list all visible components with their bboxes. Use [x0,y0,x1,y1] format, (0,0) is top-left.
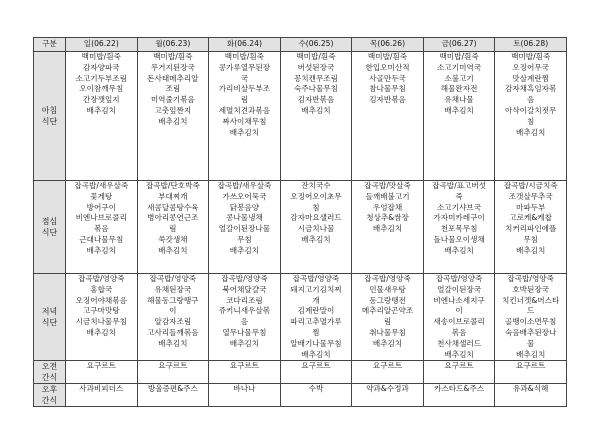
menu-item: 오징어야채볶음 [75,295,127,305]
row-label-line: 간식 [41,396,58,406]
menu-item: 맛살계란찜 [512,73,550,83]
menu-item: 간장깻잎지 [82,95,120,105]
menu-item: 홍합국 [90,284,113,294]
menu-item: 고구마맛탕 [82,306,120,316]
header-corner: 구분 [34,38,66,52]
menu-item: 배추김치 [516,245,546,255]
header-day-mon: 월(06.23) [137,38,209,52]
row-label-line: 오후 [41,385,58,395]
am-snack-cell [423,361,495,384]
menu-item: 잡곡밥/영양죽 [149,274,197,283]
menu-item: 볶음 [93,224,109,234]
row-label-line: 오전 [41,362,58,372]
menu-item: 배추김치 [158,338,188,348]
menu-item: 한입오미산적 [365,62,410,72]
menu-item: 이 [455,306,463,316]
menu-item: 죽 [455,191,463,201]
menu-item: 얼갈이된장나물 [218,224,271,234]
header-day-sat: 토(06.28) [495,38,567,52]
am-snack-cell [137,361,209,384]
menu-item: 잔치국수 [301,181,331,190]
breakfast-cell [66,52,138,181]
menu-item: 배추김치 [229,245,260,255]
menu-item: 소고기두부조림 [75,73,127,83]
menu-item: 잡곡밥/새우살죽 [217,181,272,190]
menu-item: 민물새우탕 [369,284,406,294]
menu-item: 꽃게탕 [90,191,113,201]
menu-item: 들깨배불고기 [365,191,410,201]
menu-item: 조림 [165,84,181,94]
menu-item: 닭봉음양 [229,202,260,212]
menu-item: 동그랑땡전 [369,295,406,305]
menu-item: 코다리조림 [226,295,263,305]
row-label-line: 식단 [41,228,58,237]
menu-item: 파리고추멸가루 [290,317,342,327]
menu-item: 배추김치 [86,105,116,115]
menu-item: 우엉잡채 [372,202,403,212]
menu-item: 가자미카레구이 [433,213,485,223]
menu-item: 백미밥/흰죽 [81,52,121,61]
menu-item: 참나물무침 [369,84,406,94]
menu-item: 비엔나브로콜리 [75,213,127,223]
header-day-fri: 금(06.27) [423,38,495,52]
am-snack-cell [66,361,138,384]
menu-item: 잡곡밥/표고버섯 [432,181,487,190]
menu-item: 꽁치캔무조림 [293,73,338,83]
menu-item: 개 [312,295,320,305]
row-label-line: 간식 [41,373,58,383]
menu-item: 숙주나물무침 [293,84,338,94]
menu-item: 백미밥/흰죽 [511,52,551,61]
header-day-sun: 일(06.22) [66,38,138,52]
menu-item: 배추김치 [444,245,474,255]
dinner-label [34,274,66,361]
breakfast-cell [352,52,424,181]
pm-snack-cell [66,384,138,407]
menu-item: 요구르트 [229,361,260,371]
row-label-line: 아침 [41,106,58,115]
menu-item: 부대찌개 [158,191,188,201]
menu-item: 바나나 [233,384,256,394]
menu-item: 취나물무침 [369,327,406,337]
dinner-cell [495,274,567,361]
menu-item: 배추김치 [444,105,474,115]
menu-item: 배추김치 [301,105,331,115]
menu-item: 수박 [308,384,324,394]
menu-item: 짜사이채무침 [222,116,267,126]
pm-snack-cell [495,384,567,407]
menu-item: 근대나물무침 [79,234,124,244]
menu-item: 사과비피더스 [79,384,124,394]
menu-item: 잡곡밥/단호박죽 [145,181,200,190]
menu-item: 잡곡밥/영양죽 [364,274,411,283]
menu-item: 백미밥/흰죽 [439,52,479,61]
menu-item: 방울증편&주스 [147,384,198,394]
menu-item: 유채나물 [444,95,474,105]
menu-item: 돈사태메추리알 [147,73,199,83]
menu-item: 청상추&쌈장 [366,213,409,223]
menu-item: 오징어오이초무 [290,191,342,201]
row-label-line: 식단 [41,318,58,328]
menu-item: 시금치나물 [297,224,335,234]
menu-item: 배추김치 [158,245,188,255]
menu-item: 요구르트 [301,361,331,371]
pm-snack-cell [209,384,281,407]
menu-item: 쥬키니새우살볶 [218,306,271,316]
menu-item: 림 [240,95,249,105]
breakfast-label [34,52,66,181]
menu-item: 배추김치 [516,349,546,359]
menu-item: 국 [240,73,249,83]
menu-item: 백미밥/흰죽 [296,52,336,61]
menu-item: 가쓰오어묵국 [222,191,267,201]
menu-item: 돌나물오이생채 [433,234,485,244]
menu-item: 김계란말이 [297,306,335,316]
am-snack-cell [495,361,567,384]
menu-item: 배추김치 [516,127,546,137]
menu-item: 오이참깨무침 [79,84,124,94]
header-day-tue: 화(06.24) [209,38,281,52]
menu-item: 침 [312,202,320,212]
am-snack-label [34,361,66,384]
dinner-row [34,274,567,361]
menu-item: 조갯살무추국 [508,191,553,201]
menu-item: 유채된장국 [154,284,192,294]
lunch-cell [66,181,138,274]
menu-item: 감자마요샐러드 [290,213,342,223]
dinner-cell [66,274,138,361]
pm-snack-label [34,384,66,407]
menu-item: 세멸치견과볶음 [218,105,271,115]
menu-body [34,52,567,407]
menu-item: 콩가루열무된장 [218,62,271,72]
weekly-meal-table [33,37,567,407]
menu-item: 이 [169,306,177,316]
menu-item: 알배기나물무침 [290,338,342,348]
menu-item: 숙음배추된장나 [505,327,557,337]
menu-item: 림 [169,224,177,234]
menu-item: 배추김치 [301,234,331,244]
menu-item: 가리비살두부조 [218,84,271,94]
menu-item: 해물완자전 [440,84,478,94]
menu-item: 마파두부 [516,202,546,212]
menu-item: 무침 [523,234,539,244]
menu-item: 잡곡밥/맛살죽 [364,181,411,190]
menu-item: 음 [240,317,249,327]
menu-item: 아삭이갈치젓무 [505,105,557,115]
header-row [34,38,567,52]
menu-item: 치킨너겟&머스타 [502,295,560,305]
menu-item: 잡곡밥/시금치죽 [503,181,558,190]
menu-item: 침 [527,116,535,126]
menu-item: 유과&식혜 [513,384,549,394]
menu-item: 볶음 [451,327,467,337]
menu-item: 요구르트 [158,361,188,371]
am-snack-row [34,361,567,384]
menu-item: 약과&수정과 [366,384,409,394]
pm-snack-cell [137,384,209,407]
header-day-thu: 목(06.26) [352,38,424,52]
dinner-cell [423,274,495,361]
menu-item: 잡곡밥/새우살죽 [74,181,129,190]
menu-item: 골뱅이소면무침 [505,317,557,327]
am-snack-cell [209,361,281,384]
lunch-cell [209,181,281,274]
menu-item: 병아리콩연근조 [147,213,199,223]
menu-item: 메추리알곤약조 [361,306,414,316]
menu-item: 물 [527,338,535,348]
menu-item: 소고기미역국 [437,62,482,72]
menu-item: 배추김치 [372,224,403,234]
menu-item: 백미밥/흰죽 [367,52,408,61]
menu-item: 해물동그랑땡구 [147,295,199,305]
menu-item: 천포목무침 [440,224,478,234]
menu-item: 배추김치 [229,127,260,137]
menu-item: 쑥갓생채 [158,234,188,244]
dinner-cell [209,274,281,361]
menu-item: 잡곡밥/영양죽 [77,274,125,283]
menu-item: 호박된장국 [512,284,550,294]
menu-item: 고춧잎짠지 [154,105,192,115]
menu-item: 찜 [312,327,320,337]
pm-snack-cell [280,384,352,407]
menu-item: 사골만두국 [369,73,406,83]
lunch-row [34,181,567,274]
menu-item: 배추김치 [444,349,474,359]
am-snack-cell [280,361,352,384]
menu-item: 백미밥/흰죽 [153,52,193,61]
menu-item: 배추김치 [229,338,260,348]
header-day-wed: 수(06.25) [280,38,352,52]
menu-item: 배추김치 [158,116,188,126]
breakfast-cell [495,52,567,181]
row-label-line: 식단 [41,117,58,126]
menu-item: 치커리파인애플 [505,224,557,234]
lunch-cell [280,181,352,274]
menu-item: 무침 [237,234,252,244]
lunch-label [34,181,66,274]
lunch-cell [495,181,567,274]
row-label-line: 저녁 [41,307,58,317]
menu-item: 얼갈이된장국 [437,284,482,294]
menu-item: 백미밥/흰죽 [224,52,265,61]
pm-snack-cell [352,384,424,407]
menu-item: 소불고기 [444,73,474,83]
breakfast-row [34,52,567,181]
menu-item: 무거지된장국 [150,62,195,72]
menu-item: 요구르트 [444,361,474,371]
menu-item: 잡곡밥/영양죽 [435,274,483,283]
pm-snack-cell [423,384,495,407]
menu-item: 소고기샤브국 [437,202,482,212]
menu-item: 돼지고기김치찌 [290,284,342,294]
menu-item: 배추김치 [372,338,403,348]
menu-item: 새콤달콤탕수육 [147,202,199,212]
menu-item: 음 [527,95,535,105]
menu-item: 림 [383,317,392,327]
menu-item: 김자반볶음 [369,95,406,105]
menu-item: 배추김치 [86,327,116,337]
dinner-cell [352,274,424,361]
menu-item: 잡곡밥/영양죽 [221,274,268,283]
menu-item: 잡곡밥/영양죽 [507,274,554,283]
menu-item: 요구르트 [372,361,403,371]
menu-item: 알감자조림 [154,317,192,327]
breakfast-cell [423,52,495,181]
dinner-cell [137,274,209,361]
menu-item: 시금치나물무침 [75,317,127,327]
lunch-cell [137,181,209,274]
menu-item: 방어구이 [86,202,116,212]
lunch-cell [352,181,424,274]
menu-item: 고사리들깨볶음 [147,327,199,337]
am-snack-cell [352,361,424,384]
menu-item: 천사채샐러드 [437,338,482,348]
menu-item: 배추김치 [86,245,116,255]
menu-item: 감자양파국 [82,62,120,72]
breakfast-cell [209,52,281,181]
menu-item: 요구르트 [86,361,116,371]
menu-item: 오징어무국 [512,62,550,72]
menu-item: 버섯된장국 [297,62,335,72]
lunch-cell [423,181,495,274]
menu-item: 감자채흑임자볶 [505,84,557,94]
dinner-cell [280,274,352,361]
menu-item: 김자반볶음 [297,95,335,105]
menu-item: 잡곡밥/영양죽 [292,274,340,283]
row-label-line: 점심 [41,217,58,226]
menu-item: 북어채달걀국 [222,284,267,294]
menu-item: 비엔나소세지구 [433,295,485,305]
menu-item: 새송이브로콜리 [433,317,485,327]
menu-item: 요구르트 [516,361,546,371]
menu-item: 열무나물무침 [222,327,267,337]
breakfast-cell [137,52,209,181]
menu-item: 카스타드&주스 [434,384,485,394]
pm-snack-row [34,384,567,407]
menu-item: 고로케&케찹 [509,213,552,223]
menu-item: 미역줄기볶음 [150,95,195,105]
menu-item: 배추김치 [301,349,331,359]
menu-item: 드 [527,306,535,316]
breakfast-cell [280,52,352,181]
menu-item: 콩나물냉채 [226,213,263,223]
